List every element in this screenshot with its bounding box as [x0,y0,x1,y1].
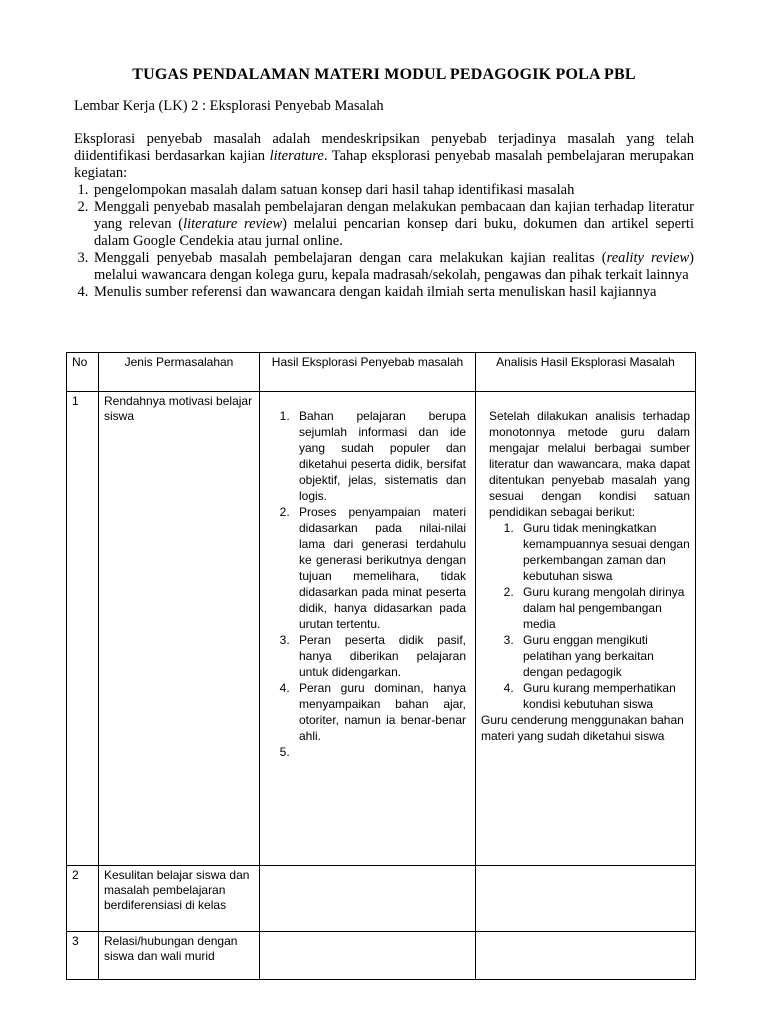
table-row [67,932,696,980]
exploration-result [260,932,476,980]
exploration-analysis [476,932,696,980]
header-analisis: Analisis Hasil Eksplorasi Masalah [476,353,696,392]
intro-paragraph: Eksplorasi penyebab masalah adalah mendeskripsikan penyebab terjadinya masalah yang telah diidentifikasi berdasarkan kajian literature. Tahap eksplorasi penyebab masalah pembelajaran merupakan kegiatan: [74,131,694,181]
list-item: 2. Guru kurang mengolah dirinya dalam hal pengembangan media [517,584,690,632]
step-item: 4. Menulis sumber referensi dan wawancara dengan kaidah ilmiah serta menuliskan hasil kajiannya [92,284,694,301]
cause-list [265,408,466,760]
analysis-intro: Setelah dilakukan analisis terhadap monotonnya metode guru dalam mengajar melalui berbagai sumber literatur dan wawancara, maka dapat ditentukan penyebab masalah yang sesuai dengan kondisi satuan pendidikan sebagai berikut: [489,409,690,519]
table-row [67,866,696,932]
list-item: 1. Guru tidak meningkatkan kemampuannya sesuai dengan perkembangan zaman dan kebutuhan siswa [517,520,690,584]
list-item: 3. Guru enggan mengikuti pelatihan yang berkaitan dengan pedagogik [517,632,690,680]
exploration-table [66,352,696,980]
activity-steps-list [74,182,694,301]
step-item: 2. Menggali penyebab masalah pembelajaran dengan melakukan pembacaan dan kajian terhadap literatur yang relevan (literature review) melalui pencarian konsep dari buku, dokumen dan artikel seperti dalam Google Cendekia atau jurnal online. [92,199,694,250]
worksheet-page [74,66,694,301]
step-item: 3. Menggali penyebab masalah pembelajaran dengan cara melakukan kajian realitas (reality review) melalui wawancara dengan kolega guru, kepala madrasah/sekolah, pengawas dan pihak terkait lainnya [92,250,694,284]
step-item: 1. pengelompokan masalah dalam satuan konsep dari hasil tahap identifikasi masalah [92,182,694,199]
list-item: 3. Peran peserta didik pasif, hanya diberikan pelajaran untuk didengarkan. [293,632,466,680]
row-number: 2 [67,866,99,932]
exploration-result [260,392,476,866]
list-item: 2. Proses penyampaian materi didasarkan pada nilai-nilai lama dari generasi terdahulu ke generasi berikutnya dengan tujuan memelihara, tidak didasarkan pada minat peserta didik, hanya didasarkan pada urutan tertentu. [293,504,466,632]
list-item: 4. Peran guru dominan, hanya menyampaikan bahan ajar, otoriter, namun ia benar-benar ahli. [293,680,466,744]
header-no: No [67,353,99,392]
table-header-row [67,353,696,392]
list-item: 4. Guru kurang memperhatikan kondisi kebutuhan siswa [517,680,690,712]
list-item [293,744,466,760]
analysis-list [481,520,690,712]
row-number: 3 [67,932,99,980]
exploration-result [260,866,476,932]
problem-type: Rendahnya motivasi belajar siswa [99,392,260,866]
document-title: TUGAS PENDALAMAN MATERI MODUL PEDAGOGIK POLA PBL [132,66,636,83]
problem-type: Kesulitan belajar siswa dan masalah pembelajaran berdiferensiasi di kelas [99,866,260,932]
row-number: 1 [67,392,99,866]
header-hasil: Hasil Eksplorasi Penyebab masalah [260,353,476,392]
problem-type: Relasi/hubungan dengan siswa dan wali murid [99,932,260,980]
header-jenis: Jenis Permasalahan [99,353,260,392]
analysis-outro: Guru cenderung menggunakan bahan materi yang sudah diketahui siswa [481,713,684,743]
exploration-analysis [476,866,696,932]
worksheet-subtitle: Lembar Kerja (LK) 2 : Eksplorasi Penyebab Masalah [74,98,384,114]
list-item: 1. Bahan pelajaran berupa sejumlah informasi dan ide yang sudah populer dan diketahui peserta didik, bersifat objektif, jelas, sistematis dan logis. [293,408,466,504]
table-row [67,392,696,866]
exploration-analysis [476,392,696,866]
